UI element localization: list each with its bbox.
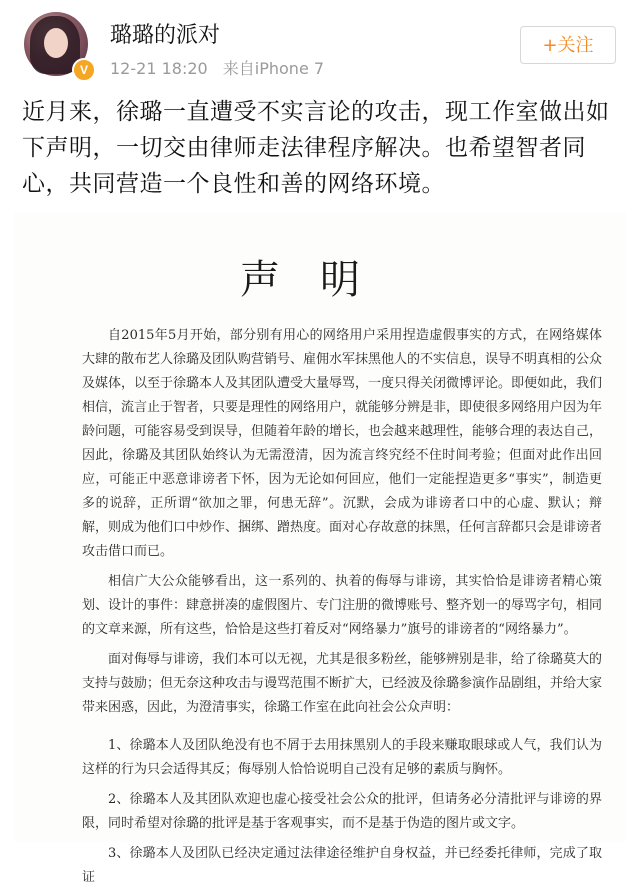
avatar-face-shape <box>44 28 68 58</box>
document-paragraph: 面对侮辱与诽谤，我们本可以无视，尤其是很多粉丝，能够辨别是非，给了徐璐莫大的支持与鼓励；但无奈这种攻击与谩骂范围不断扩大，已经波及徐璐参演作品剧组，并给大家带来困惑，因此，为澄清事实，徐璐工作室在此向社会公众声明： <box>82 652 603 715</box>
document-title: 声明 <box>240 257 400 303</box>
document-paragraph: 相信广大公众能够看出，这一系列的、执着的侮辱与诽谤，其实恰恰是诽谤者精心策划、设计的事件：肆意拼凑的虚假图片、专门注册的微博账号、整齐划一的辱骂字句，相同的文章来源，所有这些，恰恰是这些打着反对“网络暴力”旗号的诽谤者的“网络暴力”。 <box>82 574 603 637</box>
post-text: 近月来，徐璐一直遭受不实言论的攻击，现工作室做出如下声明，一切交由律师走法律程序解决。也希望智者同心，共同营造一个良性和善的网络环境。 <box>22 99 610 197</box>
document-paragraph: 2、徐璐本人及其团队欢迎也虚心接受社会公众的批评，但请务必分清批评与诽谤的界限，同时希望对徐璐的批评是基于客观事实，而不是基于伪造的图片或文字。 <box>82 792 602 831</box>
document-paragraph: 1、徐璐本人及团队绝没有也不屑于去用抹黑别人的手段来赚取眼球或人气，我们认为这样的行为只会适得其反；侮辱别人恰恰说明自己没有足够的素质与胸怀。 <box>82 738 602 777</box>
statement-document-image[interactable] <box>14 212 626 885</box>
document-paragraph: 3、徐璐本人及团队已经决定通过法律途径维护自身权益，并已经委托律师，完成了取证 <box>82 846 602 885</box>
follow-button[interactable]: +关注 <box>520 26 616 64</box>
post-source: 来自iPhone 7 <box>222 59 325 78</box>
post-timestamp: 12-21 18:20 <box>110 59 208 78</box>
post-meta <box>110 56 334 79</box>
post-header <box>0 0 640 90</box>
document-body <box>82 324 602 896</box>
username[interactable]: 璐璐的派对 <box>110 23 221 48</box>
verified-badge-icon: V <box>72 58 96 82</box>
document-paragraph: 自2015年5月开始，部分别有用心的网络用户采用捏造虚假事实的方式，在网络媒体大肆的散布艺人徐璐及团队购营销号、雇佣水军抹黑他人的不实信息，误导不明真相的公众及媒体，以至于徐璐本人及其团队遭受大量辱骂，一度只得关闭微博评论。即便如此，我们相信，流言止于智者，只要是理性的网络用户，就能够分辨是非，即使很多网络用户因为年龄问题，可能容易受到误导，但随着年龄的增长，也会越来越理性，能够合理的表达自己，因此，徐璐及其团队始终认为无需澄清，因为流言终究经不住时间考验；但面对此作出回应，可能正中恶意诽谤者下怀，因为无论如何回应，他们一定能捏造更多“事实”，制造更多的说辞，正所谓“欲加之罪，何患无辞”。沉默，会成为诽谤者口中的心虚、默认；辩解，则成为他们口中炒作、捆绑、蹭热度。面对心存故意的抹黑，任何言辞都只会是诽谤者攻击借口而已。 <box>82 328 603 559</box>
